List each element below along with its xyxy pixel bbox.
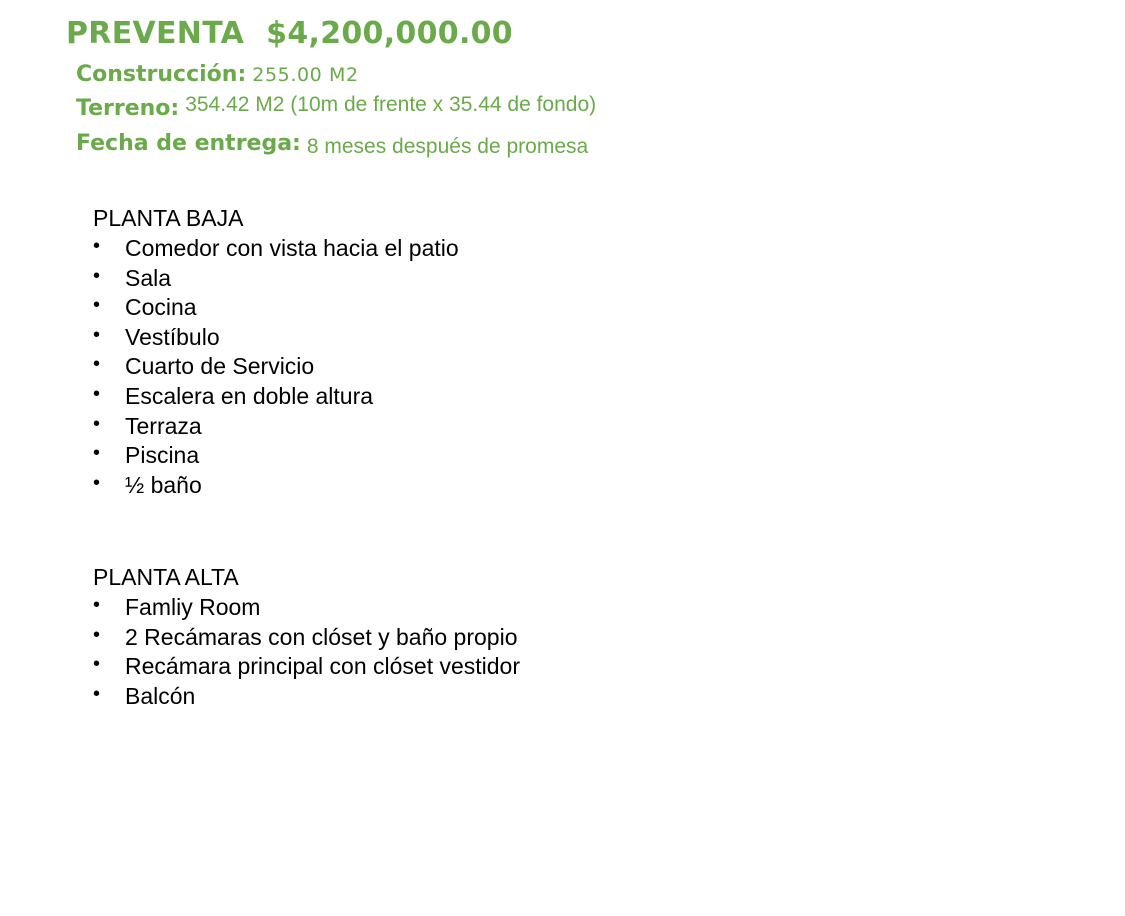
- list-item-text: Comedor con vista hacia el patio: [125, 235, 459, 261]
- bullet-icon: •: [93, 471, 101, 494]
- bullet-icon: •: [93, 353, 101, 376]
- list-item-text: Cuarto de Servicio: [125, 353, 315, 380]
- spec-label: Construcción:: [76, 62, 247, 87]
- planta-alta-heading: PLANTA ALTA: [93, 564, 239, 590]
- planta-baja-heading: PLANTA BAJA: [93, 205, 244, 231]
- spec-value: 255.00 M2: [252, 64, 359, 86]
- bullet-icon: •: [93, 442, 101, 465]
- list-item-text: Piscina: [125, 442, 200, 469]
- spec-terreno: [76, 93, 597, 121]
- bullet-icon: •: [93, 682, 101, 705]
- list-item-text: Sala: [125, 264, 172, 291]
- list-item-text: 2 Recámaras con clóset y baño propio: [125, 623, 518, 650]
- bullet-icon: •: [93, 382, 101, 405]
- spec-value: 8 meses después de promesa: [306, 135, 589, 158]
- list-item-text: ½ baño: [125, 471, 202, 498]
- spec-label: Terreno:: [76, 96, 180, 121]
- bullet-icon: •: [93, 594, 101, 616]
- price-value: $4,200,000.00: [266, 16, 513, 51]
- bullet-icon: •: [93, 323, 101, 346]
- bullet-icon: •: [93, 294, 101, 317]
- list-item-text: Vestíbulo: [125, 323, 220, 350]
- list-item-text: Famliy Room: [125, 594, 261, 620]
- spec-construccion: [76, 62, 359, 87]
- presale-label: PREVENTA: [66, 16, 245, 51]
- list-item-text: Cocina: [125, 294, 197, 321]
- spec-label: Fecha de entrega:: [76, 131, 301, 156]
- bullet-icon: •: [93, 412, 101, 435]
- list-item-text: Escalera en doble altura: [125, 382, 374, 409]
- bullet-icon: •: [93, 653, 101, 676]
- spec-fecha-entrega: [76, 131, 588, 156]
- list-item-text: Balcón: [125, 682, 196, 709]
- bullet-icon: •: [93, 235, 101, 257]
- list-item-text: Terraza: [125, 412, 202, 439]
- bullet-icon: •: [93, 623, 101, 646]
- bullet-icon: •: [93, 264, 101, 287]
- price-header: [66, 16, 513, 51]
- list-item-text: Recámara principal con clóset vestidor: [125, 653, 521, 680]
- spec-value: 354.42 M2 (10m de frente x 35.44 de fondo): [185, 93, 597, 116]
